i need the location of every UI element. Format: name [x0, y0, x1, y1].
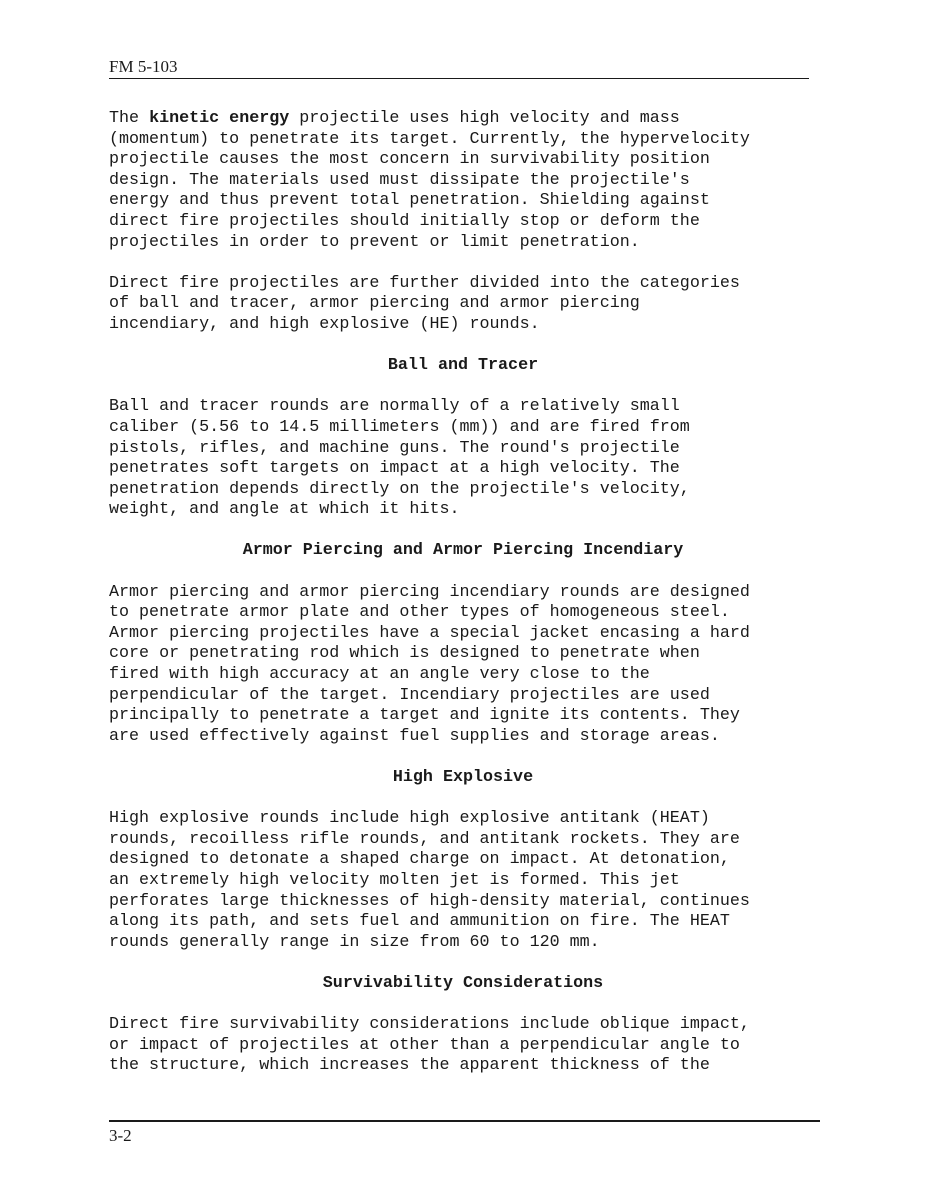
- paragraph-text: projectile uses high velocity and mass (momentum) to penetrate its target. Currently, the hypervelocity projectile causes the most concern in survivability position design. The materials used must dissipate the projectile's energy and thus prevent total penetration. Shielding against direct fire projectiles should initially stop or deform the projectiles in order to prevent or limit penetration.: [109, 109, 750, 252]
- document-id: FM 5-103: [109, 57, 178, 76]
- paragraph-high-explosive: High explosive rounds include high explosive antitank (HEAT) rounds, recoilless rifle rounds, and antitank rockets. They are designed to detonate a shaped charge on impact. At detonation, an extremely high velocity molten jet is formed. This jet perforates large thicknesses of high-density material, continues along its path, and sets fuel and ammunition on fire. The HEAT rounds generally range in size from 60 to 120 mm.: [109, 809, 750, 952]
- page-header: [109, 56, 809, 79]
- paragraph-survivability-considerations: Direct fire survivability considerations include oblique impact, or impact of projectiles at other than a perpendicular angle to the structure, which increases the apparent thickness of the: [109, 1015, 750, 1076]
- paragraph-ball-and-tracer: Ball and tracer rounds are normally of a relatively small caliber (5.56 to 14.5 millimeters (mm)) and are fired from pistols, rifles, and machine guns. The round's projectile penetrates soft targets on impact at a high velocity. The penetration depends directly on the projectile's velocity, weight, and angle at which it hits.: [109, 397, 690, 520]
- page-body: [109, 109, 821, 1098]
- paragraph-kinetic-energy: [109, 109, 821, 253]
- heading-ball-and-tracer: Ball and Tracer: [387, 356, 539, 376]
- paragraph-lead: The: [109, 109, 150, 128]
- paragraph-armor-piercing: Armor piercing and armor piercing incendiary rounds are designed to penetrate armor plate and other types of homogeneous steel. Armor piercing projectiles have a special jacket encasing a hard core or penetrating rod which is designed to penetrate when fired with high accuracy at an angle very close to the perpendicular of the target. Incendiary projectiles are used principally to penetrate a target and ignite its contents. They are used effectively against fuel supplies and storage areas.: [109, 582, 750, 746]
- page-number: 3-2: [109, 1126, 132, 1145]
- footer-divider: [109, 1120, 820, 1122]
- heading-high-explosive: High Explosive: [392, 768, 534, 787]
- term-kinetic-energy: kinetic energy: [149, 109, 290, 128]
- heading-survivability-considerations: Survivability Considerations: [322, 973, 604, 993]
- paragraph-categories: Direct fire projectiles are further divided into the categories of ball and tracer, armor piercing and armor piercing incendiary, and high explosive (HE) rounds.: [109, 273, 740, 334]
- heading-armor-piercing: Armor Piercing and Armor Piercing Incendiary: [242, 541, 684, 561]
- page-footer: [109, 1125, 132, 1147]
